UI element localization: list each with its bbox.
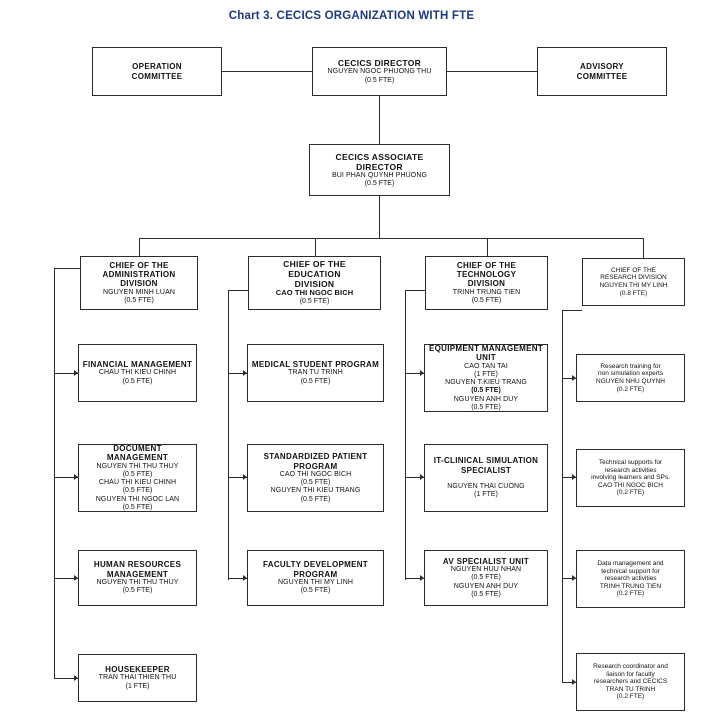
data-management-title2: technical support for xyxy=(601,567,660,575)
connector-research-spine-top xyxy=(562,310,582,311)
admin-division-title3: DIVISION xyxy=(120,279,158,289)
it-clinical-title: IT-CLINICAL SIMULATION xyxy=(433,456,539,466)
associate-director-name: BUI PHAN QUYNH PHUONG xyxy=(331,171,428,179)
node-it-clinical-simulation-specialist[interactable] xyxy=(424,444,548,512)
financial-management-fte: (0.5 FTE) xyxy=(122,377,153,385)
standardized-patient-fte-1: (0.5 FTE) xyxy=(300,479,331,487)
document-management-name-3: NGUYEN THI NGOC LAN xyxy=(95,495,180,503)
housekeeper-name: TRAN THAI THIEN THU xyxy=(98,674,177,682)
admin-division-name: NGUYEN MINH LUAN xyxy=(103,288,175,296)
technical-supports-title2: research activities xyxy=(604,466,657,474)
data-management-name: TRINH TRUNG TIEN xyxy=(599,582,662,590)
medical-student-program-fte: (0.5 FTE) xyxy=(300,377,331,385)
connector-admin-spine xyxy=(54,268,55,678)
node-education-division[interactable] xyxy=(248,256,381,310)
connector-admin-spine-top xyxy=(54,268,80,269)
research-coordinator-name: TRAN TU TRINH xyxy=(605,685,656,693)
node-data-management[interactable] xyxy=(576,550,685,608)
data-management-fte: (0.2 FTE) xyxy=(616,590,645,598)
av-specialist-fte-1: (0.5 FTE) xyxy=(471,574,501,582)
equipment-management-name-2: NGUYEN T.KIEU TRANG xyxy=(445,379,527,387)
node-av-specialist-unit[interactable] xyxy=(424,550,548,606)
node-cecics-director[interactable] xyxy=(312,47,447,96)
financial-management-name: CHAU THI KIEU CHINH xyxy=(98,369,177,377)
document-management-name-2: CHAU THI KIEU CHINH xyxy=(98,479,177,487)
node-standardized-patient-program[interactable] xyxy=(247,444,384,512)
technical-supports-title3: involving learners and SPs. xyxy=(591,474,670,482)
technical-supports-fte: (0.2 FTE) xyxy=(616,489,645,497)
connector-bus-research xyxy=(643,238,644,258)
node-medical-student-program[interactable] xyxy=(247,344,384,402)
connector-associate-bus xyxy=(379,196,380,238)
director-name: NGUYEN NGOC PHUONG THU xyxy=(327,68,432,76)
education-division-fte: (0.5 FTE) xyxy=(299,298,330,306)
housekeeper-fte: (1 FTE) xyxy=(125,682,150,690)
research-division-fte: (0.8 FTE) xyxy=(619,289,648,297)
equipment-management-name-3: NGUYEN ANH DUY xyxy=(453,395,519,403)
data-management-title3: research activities xyxy=(604,575,657,583)
research-coordinator-fte: (0.2 FTE) xyxy=(616,693,645,701)
data-management-title: Data management and xyxy=(597,559,664,567)
associate-director-title: CECICS ASSOCIATE xyxy=(335,151,424,162)
research-coordinator-title2: liaison for faculty xyxy=(606,670,655,678)
node-research-division[interactable] xyxy=(582,258,685,306)
standardized-patient-name-1: CAO THI NGOC BICH xyxy=(279,470,352,478)
faculty-development-title: FACULTY DEVELOPMENT xyxy=(263,560,368,570)
connector-bus-admin xyxy=(139,238,140,256)
admin-division-fte: (0.5 FTE) xyxy=(124,297,154,305)
associate-director-fte: (0.5 FTE) xyxy=(364,180,395,188)
equipment-management-fte-2: (0.5 FTE) xyxy=(471,387,501,395)
research-division-title: CHIEF OF THE xyxy=(610,266,657,274)
research-training-title2: non simulation experts xyxy=(597,370,664,378)
equipment-management-title2: UNIT xyxy=(476,353,496,363)
operation-committee-title2: COMMITTEE xyxy=(131,71,183,81)
research-division-name: NGUYEN THI MY LINH xyxy=(599,282,668,289)
education-division-name: CAO THI NGOC BICH xyxy=(275,288,354,298)
standardized-patient-title2: PROGRAM xyxy=(293,461,338,471)
technology-division-title: CHIEF OF THE xyxy=(456,260,517,270)
advisory-committee-title2: COMMITTEE xyxy=(576,71,628,81)
connector-director-operation xyxy=(222,71,312,72)
research-training-title: Research training for xyxy=(600,362,661,370)
it-clinical-fte: (1 FTE) xyxy=(474,491,498,499)
advisory-committee-title: ADVISORY xyxy=(580,62,624,72)
faculty-development-name: NGUYEN THI MY LINH xyxy=(277,579,354,587)
technical-supports-title: Technical supports for xyxy=(598,458,663,466)
node-technology-division[interactable] xyxy=(425,256,548,310)
director-fte: (0.5 FTE) xyxy=(364,76,395,84)
faculty-development-title2: PROGRAM xyxy=(293,569,338,579)
node-human-resources-management[interactable] xyxy=(78,550,197,606)
connector-division-bus xyxy=(139,238,643,239)
human-resources-fte: (0.5 FTE) xyxy=(122,587,153,595)
education-division-title2: EDUCATION xyxy=(288,269,341,280)
node-operation-committee[interactable] xyxy=(92,47,222,96)
node-admin-division[interactable] xyxy=(80,256,198,310)
node-document-management[interactable] xyxy=(78,444,197,512)
education-division-title: CHIEF OF THE xyxy=(283,259,346,270)
document-management-fte-3: (0.5 FTE) xyxy=(122,503,153,511)
financial-management-title: FINANCIAL MANAGEMENT xyxy=(82,360,193,370)
node-faculty-development-program[interactable] xyxy=(247,550,384,606)
equipment-management-fte-3: (0.5 FTE) xyxy=(471,403,501,411)
av-specialist-fte-2: (0.5 FTE) xyxy=(471,590,501,598)
technology-division-fte: (0.5 FTE) xyxy=(471,297,502,305)
node-research-training[interactable] xyxy=(576,354,685,402)
connector-research-spine xyxy=(562,310,563,682)
equipment-management-title: EQUIPMENT MANAGEMENT xyxy=(429,343,543,353)
connector-director-associate xyxy=(379,96,380,144)
av-specialist-name-2: NGUYEN ANH DUY xyxy=(453,582,519,590)
av-specialist-name-1: NGUYEN HUU NHAN xyxy=(450,566,522,574)
associate-director-title2: DIRECTOR xyxy=(356,161,403,172)
page-title: Chart 3. CECICS ORGANIZATION WITH FTE xyxy=(228,10,475,22)
technology-division-title2: TECHNOLOGY xyxy=(456,270,517,280)
av-specialist-title: AV SPECIALIST UNIT xyxy=(442,556,530,566)
connector-bus-education xyxy=(315,238,316,256)
equipment-management-fte-1: (1 FTE) xyxy=(474,370,498,378)
connector-bus-technology xyxy=(487,238,488,256)
connector-director-advisory xyxy=(447,71,537,72)
medical-student-program-name: TRAN TU TRINH xyxy=(288,369,343,377)
node-financial-management[interactable] xyxy=(78,344,197,402)
connector-education-spine-top xyxy=(228,290,248,291)
housekeeper-title: HOUSEKEEPER xyxy=(105,665,170,675)
connector-technology-spine-top xyxy=(405,290,425,291)
equipment-management-name-1: CAO TAN TAI xyxy=(464,362,508,370)
node-technical-supports[interactable] xyxy=(576,449,685,507)
research-training-fte: (0.2 FTE) xyxy=(616,385,645,393)
director-title: CECICS DIRECTOR xyxy=(337,58,422,69)
medical-student-program-title: MEDICAL STUDENT PROGRAM xyxy=(251,360,380,370)
it-clinical-name: NGUYEN THAI CUONG xyxy=(447,483,525,491)
technology-division-name: TRINH TRUNG TIEN xyxy=(452,288,521,296)
standardized-patient-title: STANDARDIZED PATIENT xyxy=(263,452,368,462)
node-equipment-management-unit[interactable] xyxy=(424,344,548,412)
document-management-name-1: NGUYEN THI THU THUY xyxy=(96,462,179,470)
human-resources-name: NGUYEN THI THU THUY xyxy=(96,579,179,587)
standardized-patient-name-2: NGUYEN THI KIEU TRANG xyxy=(270,487,361,495)
admin-division-title2: ADMINISTRATION xyxy=(102,270,176,280)
it-clinical-title2: SPECIALIST xyxy=(460,465,512,475)
connector-technology-spine xyxy=(405,290,406,580)
research-coordinator-title3: researchers and CECICS xyxy=(593,678,668,686)
standardized-patient-fte-2: (0.5 FTE) xyxy=(300,495,331,503)
research-training-name: NGUYEN NHU QUYNH xyxy=(596,378,665,385)
education-division-title3: DIVISION xyxy=(294,279,335,290)
node-advisory-committee[interactable] xyxy=(537,47,667,96)
faculty-development-fte: (0.5 FTE) xyxy=(300,587,331,595)
admin-division-title: CHIEF OF THE xyxy=(109,260,169,270)
document-management-fte-1: (0.5 FTE) xyxy=(122,470,153,478)
node-housekeeper[interactable] xyxy=(78,654,197,702)
node-research-coordinator[interactable] xyxy=(576,653,685,711)
connector-education-spine xyxy=(228,290,229,580)
human-resources-title2: MANAGEMENT xyxy=(106,569,169,579)
node-associate-director[interactable] xyxy=(309,144,450,196)
human-resources-title: HUMAN RESOURCES xyxy=(93,560,182,570)
document-management-title: DOCUMENT MANAGEMENT xyxy=(106,443,169,463)
document-management-fte-2: (0.5 FTE) xyxy=(122,487,153,495)
technology-division-title3: DIVISION xyxy=(467,279,506,289)
operation-committee-title: OPERATION xyxy=(132,62,182,72)
research-coordinator-title: Research coordinator and xyxy=(593,662,668,670)
research-division-title2: RESEARCH DIVISION xyxy=(600,274,667,282)
technical-supports-name: CAO THI NGOC BICH xyxy=(598,481,663,489)
